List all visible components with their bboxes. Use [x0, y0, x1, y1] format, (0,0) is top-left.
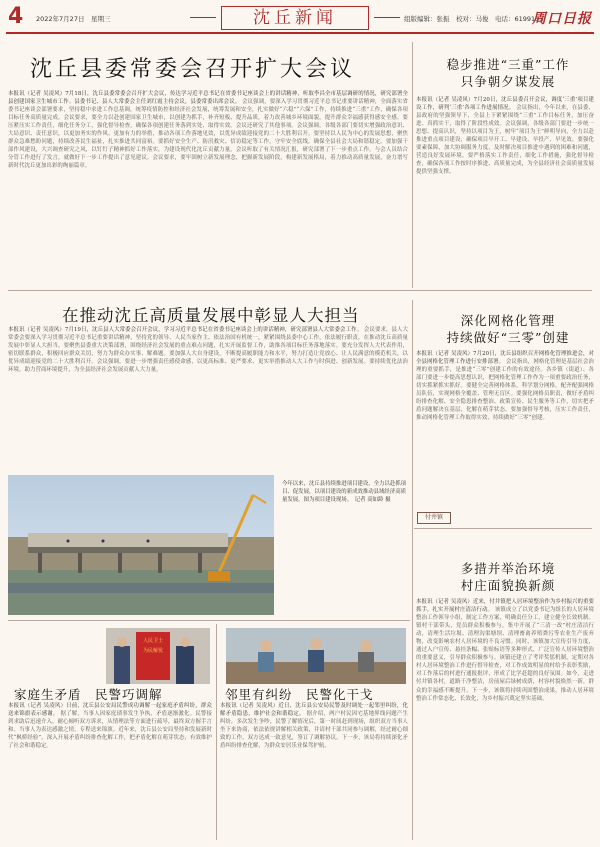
article-title: 邻里有纠纷 民警化干戈	[225, 687, 374, 702]
section-title: 沈丘新闻	[221, 6, 369, 30]
article-lead: 本报讯（记者 吴凌风）日前，沈丘县公安局民警成功调解一起家庭矛盾纠纷，群众送来锦旗表示感谢。	[8, 703, 212, 718]
issue-date: 2022年7月27日 星期三	[36, 15, 111, 23]
banner-text: 为民解忧	[142, 648, 164, 654]
title-line: 只争朝夕谋发展	[460, 74, 556, 89]
article-text: 据了解，当事人因家庭琐事发生争执，矛盾逐渐激化。民警接到求助后迅速介入，耐心倾听双方诉求，从情理法等方面进行疏导，最终双方握手言和。当事人为表达感激之情，专程送来锦旗。近年来，沈丘县公安局坚持和发展新时代“枫桥经验”，深入开展矛盾纠纷排查化解工作，把矛盾化解在萌芽状态，有效维护了社会和谐稳定。	[8, 711, 212, 750]
title-line: 多措并举治环境	[460, 561, 556, 576]
section-divider	[8, 290, 592, 291]
township-seal: 付井镇	[417, 512, 451, 524]
article-body	[220, 702, 408, 840]
title-line: 稳步推进“三重”工作	[446, 57, 570, 72]
article-text: 会议要求，县人大常委会要深入学习贯彻习近平总书记重要讲话精神，坚持党的领导、人民当家作主、依法治国有机统一，紧紧围绕县委中心工作，依法履行职责，在推动沈丘高质量发展中彰显人大担当。要聚焦县委重大决策部署，围绕经济社会发展的重点难点问题，扎实开展监督工作，助推各项目标任务落地落实。要充分发挥人大代表作用，密切联系群众，积极回应群众关切，努力为群众办实事、解难题。要加强人大自身建设，不断提高履职能力和水平，努力打造让党放心、让人民满意的模范机关，以优异成绩迎接党的二十大胜利召开。会议强调，要进一步增强责任感使命感，以更高标准、更严要求、更实举措推动人大工作与时俱进、创新发展。要持续优化法治环境，助力营商环境提升，为全县经济社会发展贡献人大力量。	[8, 327, 408, 374]
section-divider	[8, 620, 410, 621]
article-title: 在推动沈丘高质量发展中彰显人大担当	[62, 306, 360, 325]
article-lead: 本报讯（记者 吴凌风）近来，付井镇把人居环境整治作为乡村振兴的重要抓手，扎实开展村庄清洁行动。	[416, 599, 594, 614]
article-body	[8, 702, 212, 840]
article-lead: 本报讯（记者 吴凌风）7月20日，沈丘县委召开会议，调度‘三重’项目建设工作，研判‘三重’各项工作进展情况。	[416, 97, 594, 112]
newspaper-logo: 周口日报	[532, 11, 592, 27]
photo-image	[226, 628, 406, 684]
article-lead: 本报讯（记者 吴凌风）7月19日，沈丘县人大常委会召开会议，学习习近平总书记在省委书记座谈会上的讲话精神，研究部署县人大常委会工作。	[8, 327, 363, 333]
article-body	[416, 350, 594, 522]
column-divider	[412, 300, 413, 840]
article-title	[418, 56, 598, 90]
page-header	[6, 4, 594, 34]
photo-image	[106, 628, 210, 684]
article-text: 会议指出，今年以来，在县委、县政府的坚强领导下，全县上下紧紧围绕“三重”工作目标任务，加压奋进、真抓实干，取得了阶段性成效。会议强调，各级各部门要进一步统一思想、提高认识，坚持以项目为王，树牢“项目为王”鲜明导向，全力以赴推进重点项目建设，确保项目早开工、早建设、早投产、早见效。要强化要素保障，加大协调服务力度，及时解决项目推进中遇到的困难和问题，营造良好发展环境。要严格落实工作责任，细化工作措施，强化督导检查，确保各项工作按时序推进、高质量完成，为全县经济社会高质量发展提供坚强支撑。	[416, 105, 594, 176]
mediation-photo	[226, 628, 406, 684]
article-title	[418, 312, 598, 346]
photo-caption: 今年以来，沈丘县持续推进项目建设，全力以赴抓项目、促发展，以项目建设的新成效推动县域经济高质量发展。图为项目建设现场。 记者 高如龄 摄	[282, 481, 406, 503]
banner-text: 人民卫士	[142, 638, 164, 644]
banner-photo	[106, 628, 210, 684]
section-divider	[414, 528, 592, 529]
article-lead: 本报讯（记者 吴凌风）7月18日，沈丘县委常委会召开扩大会议，传达学习近平总书记在省委书记座谈会上的讲话精神，听取李昌全市基层调研的情况，研究部署全县创建国家卫生城市工作。县委书记、县人大常委会主任刘红霞主持会议，县委常委出席会议。	[8, 91, 408, 106]
article-lead: 本报讯（记者 吴凌风）7月20日，沈丘县组织召开网格化管理推进会，对全县网格化管理工作进行安排部署。	[416, 351, 594, 366]
article-text: 据介绍，两户村民因宅基地界线问题产生纠纷，多次发生争吵。民警了解情况后，第一时间赶到现场，组织双方当事人坐下来协商，依法依规讲解相关政策，并请村干部共同参与调解，经过耐心细致的工作，双方达成一致意见，签订了调解协议。下一步，该局将持续深化矛盾纠纷排查化解，为群众安居乐业保驾护航。	[220, 711, 408, 750]
column-divider	[216, 624, 217, 840]
article-lead: 本报讯（记者 吴凌风）近日，沈丘县公安局民警及时调处一起邻里纠纷，化解矛盾隐患，维护社会和谐稳定。	[220, 703, 408, 718]
column-divider	[412, 42, 413, 288]
title-line: 持续做好“三零”创建	[446, 330, 570, 345]
article-title: 家庭生矛盾 民警巧调解	[14, 687, 163, 702]
article-body	[416, 96, 594, 286]
construction-site-photo	[8, 475, 274, 615]
article-body	[8, 90, 408, 286]
article-text: 会议指出，网格化管理是基层社会治理的重要抓手，是推进“三零”创建工作的有效途径。各乡镇（街道）、各部门要进一步提高思想认识，把网格化管理工作作为一项重要政治任务，切实抓紧抓实抓好。要健全完善网格体系，科学划分网格，配齐配强网格员队伍，实现网格全覆盖、管理无盲区。要强化网格员职责，做好矛盾纠纷排查化解、安全隐患排查整治、政策宣传、民生服务等工作，切实把矛盾问题解决在基层、化解在萌芽状态。要加强督导考核，压实工作责任，推动网格化管理工作取得实效，持续做好“三零”创建。	[416, 359, 594, 422]
article-title: 沈丘县委常委会召开扩大会议	[30, 57, 356, 82]
article-title	[418, 560, 598, 594]
page-number: 4	[8, 4, 24, 29]
article-body	[8, 326, 408, 472]
article-body	[416, 598, 594, 840]
article-text: 该镇成立了以党委书记为组长的人居环境整治工作领导小组，制定工作方案，明确责任分工，建立健全长效机制。镇村干部带头，党员群众积极参与，集中开展了“三清一改”村庄清洁行动，清理生活垃圾、清理沟渠塘坝、清理畜禽养殖粪污等农业生产废弃物，改变影响农村人居环境的不良习惯。同时，该镇加大宣传引导力度，通过入户宣传、悬挂条幅、张贴标语等多种形式，广泛宣传人居环境整治的重要意义，引导群众积极参与。该镇还建立了考评奖惩机制，定期对各村人居环境整治工作进行督导检查，对工作成效明显的村给予表彰奖励，对工作落后的村进行通报批评，形成了比学赶超的良好氛围。如今，走进付井镇各村，道路干净整洁，房前屋后绿树成荫，村容村貌焕然一新，群众的幸福感不断提升。下一步，该镇将持续巩固整治成果，推动人居环境整治工作常态化、长效化，为乡村振兴奠定坚实基础。	[416, 607, 594, 702]
editor-info: 组版编辑：张振 校对：马俊 电话：6199133	[404, 15, 544, 23]
article-text: 会议强调，要深入学习贯彻习近平总书记重要讲话精神，全面落实省委书记座谈会部署要求，坚持稳中求进工作总基调，统筹疫情防控和经济社会发展，统筹发展和安全，扎实做好“六稳”“六保”工作，持续推进“三重”工作，确保各项目标任务高质量完成。会议要求，要全力以赴创建国家卫生城市，以创建为抓手，补齐短板、提升品质，着力改善城乡环境面貌，提升群众幸福感获得感安全感。要压紧压实工作责任，细化任务分工，强化督导检查，确保各项创建任务落到实处、取得实效。会议还研究了其他事项。会议强调，各级各部门要切实增强政治意识、大局意识、责任意识，以更加务实的作风、更加有力的举措，推动各项工作落地见效，以优异成绩迎接党的二十大胜利召开。要坚持以人民为中心的发展思想，聚焦群众急难愁盼问题，持续改善民生福祉，扎实推进共同富裕。要抓好安全生产、防汛救灾、信访稳定等工作，守牢安全底线，确保全县社会大局和谐稳定。要加强干部作风建设，大兴调查研究之风，以钉钉子精神抓好工作落实，为建设现代化沈丘贡献力量。会议听取了有关情况汇报，研究部署了下一步重点工作。与会人员结合分管工作进行了发言，就做好下一步工作提出了意见建议。会议要求，要牢固树立新发展理念，把握新发展阶段，构建新发展格局，着力推动高质量发展，奋力谱写新时代沈丘更加出彩的绚丽篇章。	[8, 99, 408, 170]
photo-image	[8, 475, 274, 615]
title-line: 深化网格化管理	[460, 313, 556, 328]
title-line: 村庄面貌换新颜	[460, 578, 556, 593]
